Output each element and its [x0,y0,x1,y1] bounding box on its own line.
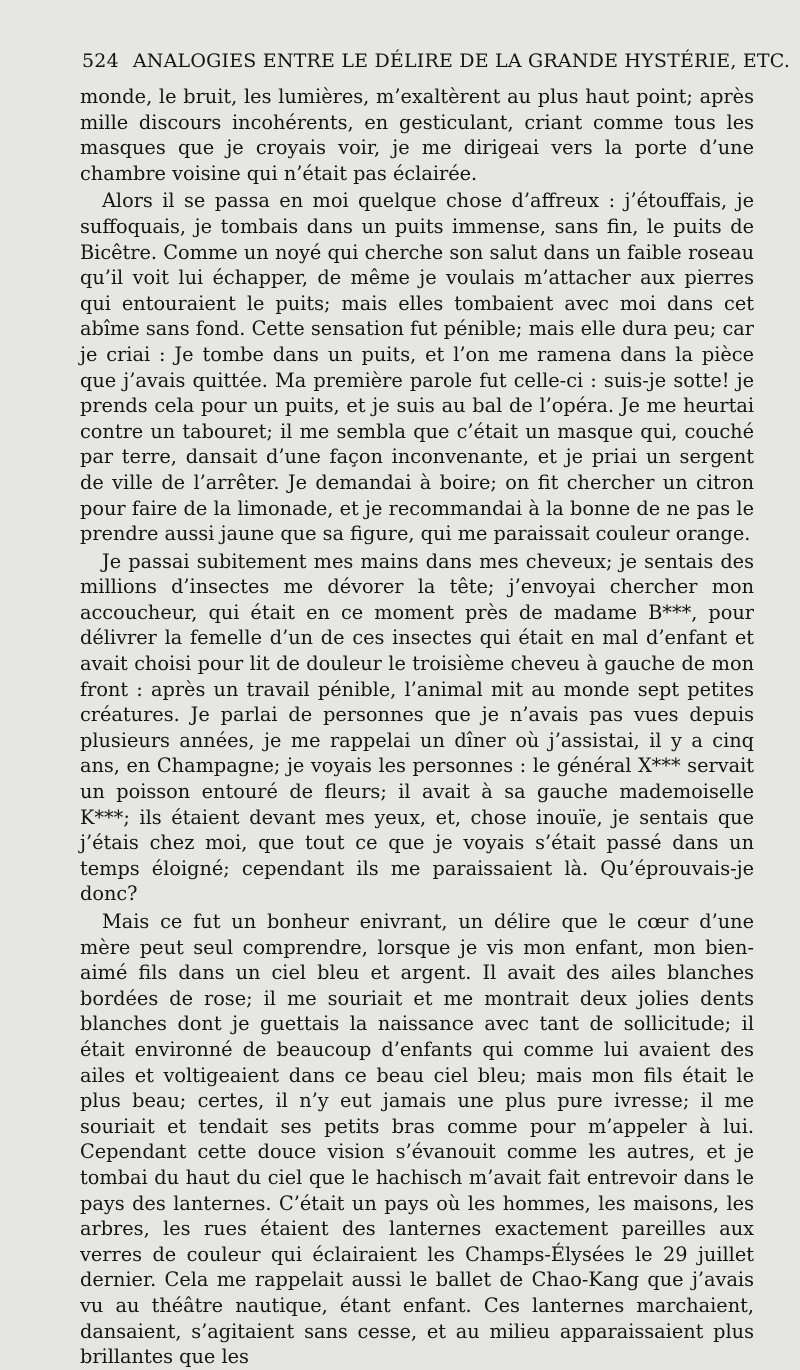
paragraph-insects: Je passai subitement mes mains dans mes cheveux; je sentais des millions d’insectes me dévorer la tête; j’envoyai chercher mon accoucheur, qui était en ce moment près de madame B***, pour délivrer la femelle d’un de ces insectes qui était en mal d’enfant et avait choisi pour lit de douleur le troisième cheveu à gauche de mon front : après un travail pénible, l’animal mit au monde sept petites créatures. Je parlai de personnes que je n’avais pas vues depuis plusieurs années, je me rappelai un dîner où j’assistai, il y a cinq ans, en Champagne; je voyais les personnes : le général X*** servait un poisson entouré de fleurs; il avait à sa gauche mademoiselle K***; ils étaient devant mes yeux, et, chose inouïe, je sentais que j’étais chez moi, que tout ce que je voyais s’était passé dans un temps éloigné; cependant ils me paraissaient là. Qu’éprouvais-je donc? [80,549,754,906]
paragraph-son-vision: Mais ce fut un bonheur enivrant, un délire que le cœur d’une mère peut seul comprendre, lorsque je vis mon enfant, mon bien-aimé fils dans un ciel bleu et argent. Il avait des ailes blanches bordées de rose; il me souriait et me montrait deux jolies dents blanches dont je guettais la naissance avec tant de sollicitude; il était environné de beaucoup d’enfants qui comme lui avaient des ailes et voltigeaient dans ce beau ciel bleu; mais mon fils était le plus beau; certes, il n’y eut jamais une plus pure ivresse; il me souriait et tendait ses petits bras comme pour m’appeler à lui. Cependant cette douce vision s’évanouit comme les autres, et je tombai du haut du ciel que le hachisch m’avait fait entrevoir dans le pays des lanternes. C’était un pays où les hommes, les maisons, les arbres, les rues étaient des lanternes exactement pareilles aux verres de couleur qui éclairaient les Champs-Élysées le 29 juillet dernier. Cela me rappelait aussi le ballet de Chao-Kang que j’avais vu au théâtre nautique, étant enfant. Ces lanternes marchaient, dansaient, s’agitaient sans cesse, et au milieu apparaissaient plus brillantes que les [80,910,754,1369]
page-body [80,84,754,1370]
running-header [82,50,791,72]
paragraph-continued: monde, le bruit, les lumières, m’exaltèrent au plus haut point; après mille discours incohérents, en gesticulant, criant comme tous les masques que je croyais voir, je me dirigeai vers la porte d’une chambre voisine qui n’était pas éclairée. [80,85,754,185]
running-title: ANALOGIES ENTRE LE DÉLIRE DE LA GRANDE HYSTÉRIE, ETC. [132,50,791,72]
paragraph-well-vision: Alors il se passa en moi quelque chose d’affreux : j’étouffais, je suffoquais, je tombais dans un puits immense, sans fin, le puits de Bicêtre. Comme un noyé qui cherche son salut dans un faible roseau qu’il voit lui échapper, de même je voulais m’attacher aux pierres qui entouraient le puits; mais elles tombaient avec moi dans cet abîme sans fond. Cette sensation fut pénible; mais elle dura peu; car je criai : Je tombe dans un puits, et l’on me ramena dans la pièce que j’avais quittée. Ma première parole fut celle-ci : suis-je sotte! je prends cela pour un puits, et je suis au bal de l’opéra. Je me heurtai contre un tabouret; il me sembla que c’était un masque qui, couché par terre, dansait d’une façon inconvenante, et je priai un sergent de ville de l’arrêter. Je demandai à boire; on fit chercher un citron pour faire de la limonade, et je recommandai à la bonne de ne pas le prendre aussi jaune que sa figure, qui me paraissait couleur orange. [80,189,754,546]
page-number: 524 [82,50,119,72]
